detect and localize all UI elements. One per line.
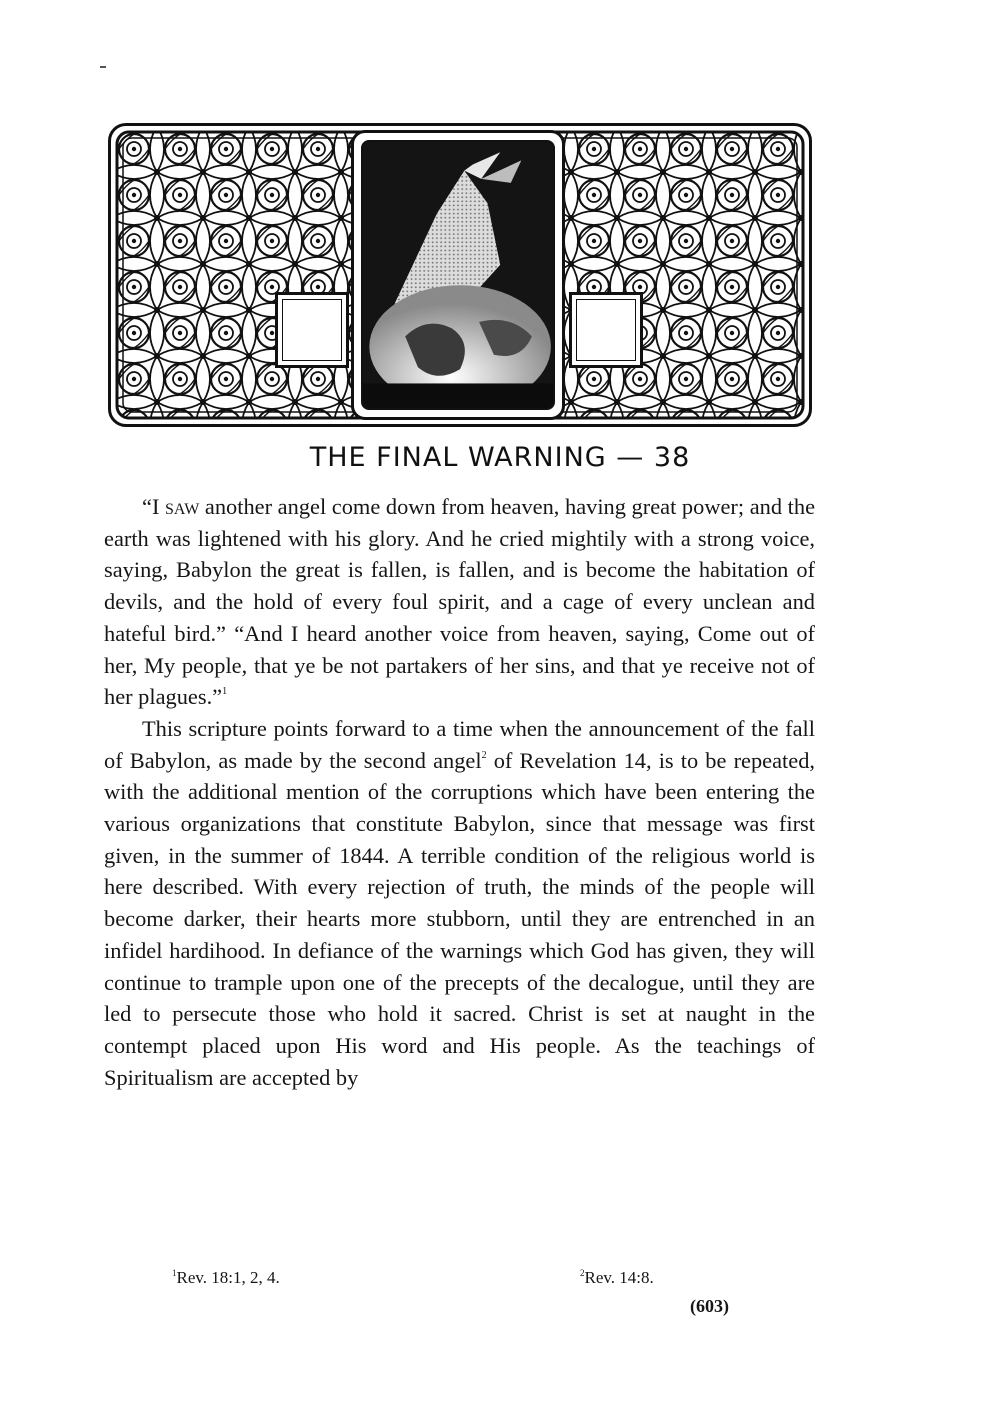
- chapter-title-separator: —: [616, 442, 645, 473]
- chapter-title-text: THE FINAL WARNING: [309, 442, 607, 473]
- body-text: [104, 491, 815, 1093]
- lead-in-words: I saw: [151, 494, 200, 519]
- paragraph-2-text-b: of Revelation 14, is to be repeated, with the additional mention of the corruptions which have been entering the various organizations that constitute Babylon, since that message was first given, in the summer of 1844. A terrible condition of the religious world is here described. With every rejection of truth, the minds of the people will become darker, their hearts more stubborn, until they are entrenched in an infidel hardihood. In defiance of the warnings which God has given, they will continue to trample upon one of the precepts of the decalogue, until they are led to persecute those who hold it sacred. Christ is set at naught in the contempt placed upon His word and His people. As the teachings of Spiritualism are accepted by: [104, 747, 815, 1090]
- footnote-2: [580, 1268, 654, 1288]
- chapter-title: [0, 442, 1000, 473]
- illustration-frame: [351, 130, 565, 420]
- footnote-1-text: Rev. 18:1, 2, 4.: [176, 1268, 280, 1287]
- footnote-ref-1: 1: [222, 686, 228, 698]
- empty-label-panel-right: [569, 292, 643, 368]
- page-number: (603): [690, 1296, 729, 1316]
- paragraph-2: [104, 713, 815, 1093]
- footnote-mark-1: 1: [172, 1268, 177, 1278]
- empty-label-panel-left: [275, 292, 349, 368]
- footnote-mark-2: 2: [580, 1268, 585, 1278]
- footnote-1: [172, 1268, 280, 1288]
- illustration: [361, 140, 555, 410]
- footnote-ref-2: 2: [481, 749, 487, 761]
- chapter-number: 38: [653, 442, 691, 473]
- paragraph-1: [104, 491, 815, 713]
- paragraph-2-text-a: This scripture points forward to a time when the announcement of the fall of Babylon, as made by the second angel: [104, 715, 815, 773]
- angel-over-globe-icon: [363, 142, 553, 408]
- opening-quote: “: [142, 494, 152, 519]
- margin-mark: [100, 66, 106, 68]
- chapter-header-ornament: [108, 123, 812, 427]
- footnote-2-text: Rev. 14:8.: [584, 1268, 654, 1287]
- footnotes: [104, 1268, 815, 1294]
- paragraph-1-text: another angel come down from heaven, having great power; and the earth was lightened with his glory. And he cried mightily with a strong voice, saying, Babylon the great is fallen, is fallen, and is become the habitation of devils, and the hold of every foul spirit, and a cage of every unclean and hateful bird.” “And I heard another voice from heaven, saying, Come out of her, My people, that ye be not partakers of her sins, and that ye receive not of her plagues.”: [104, 494, 816, 710]
